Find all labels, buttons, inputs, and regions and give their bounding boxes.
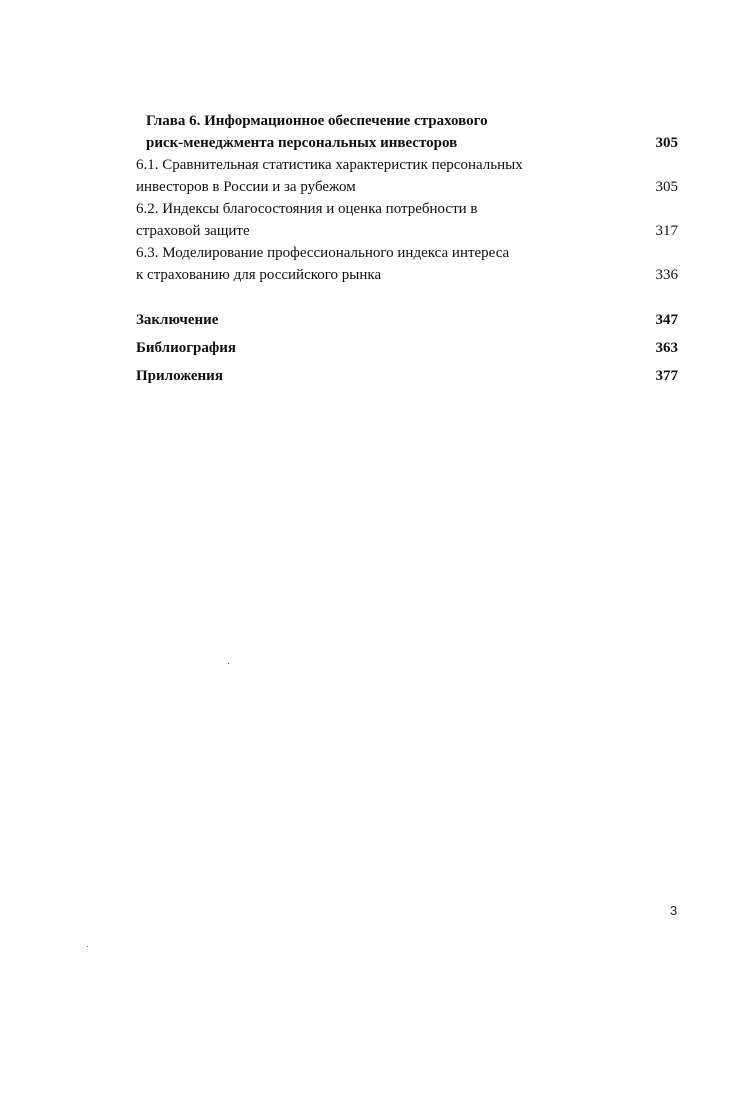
toc-item-6-2-line-1 [136,198,678,220]
toc-section-conclusion-page: 347 [655,312,678,328]
toc-section-conclusion-title: Заключение [136,312,219,328]
toc-section-conclusion [136,306,678,334]
toc-section-bibliography-title: Библиография [136,340,237,356]
toc-chapter-6-title-2: риск-менеджмента персональных инвесторов [146,135,458,151]
toc-section-bibliography-page: 363 [655,340,678,356]
toc-item-6-1-page: 305 [655,179,678,195]
toc-item-6-2-line-2 [136,220,678,242]
toc-item-6-3-title-1: 6.3. Моделирование профессионального индекса интереса [136,245,510,261]
toc-item-6-1-title-1: 6.1. Сравнительная статистика характеристик персональных [136,157,523,173]
toc-item-6-2-title-2: страховой защите [136,223,250,239]
toc-section-appendices-title: Приложения [136,368,223,384]
toc-item-6-1-title-2: инвесторов в России и за рубежом [136,179,356,195]
toc-item-6-1-line-1 [136,154,678,176]
toc-item-6-3-line-1 [136,242,678,264]
toc-item-6-1-line-2 [136,176,678,198]
toc-section-bibliography [136,334,678,362]
toc-item-6-2-page: 317 [655,223,678,239]
toc-chapter-6-title-1: Глава 6. Информационное обеспечение страхового [146,113,488,129]
toc-section-appendices-page: 377 [655,368,678,384]
scan-speck [87,946,88,947]
toc-chapter-6-page: 305 [655,135,678,151]
page-number: 3 [670,903,678,918]
scan-speck [228,663,229,664]
toc-section-appendices [136,362,678,390]
toc-item-6-3-page: 336 [655,267,678,283]
toc-chapter-6-line-1 [136,110,678,132]
toc-item-6-2-title-1: 6.2. Индексы благосостояния и оценка потребности в [136,201,478,217]
toc-chapter-6-line-2 [136,132,678,154]
toc-spacer [136,286,678,306]
toc-item-6-3-line-2 [136,264,678,286]
table-of-contents [136,110,678,390]
toc-item-6-3-title-2: к страхованию для российского рынка [136,267,382,283]
